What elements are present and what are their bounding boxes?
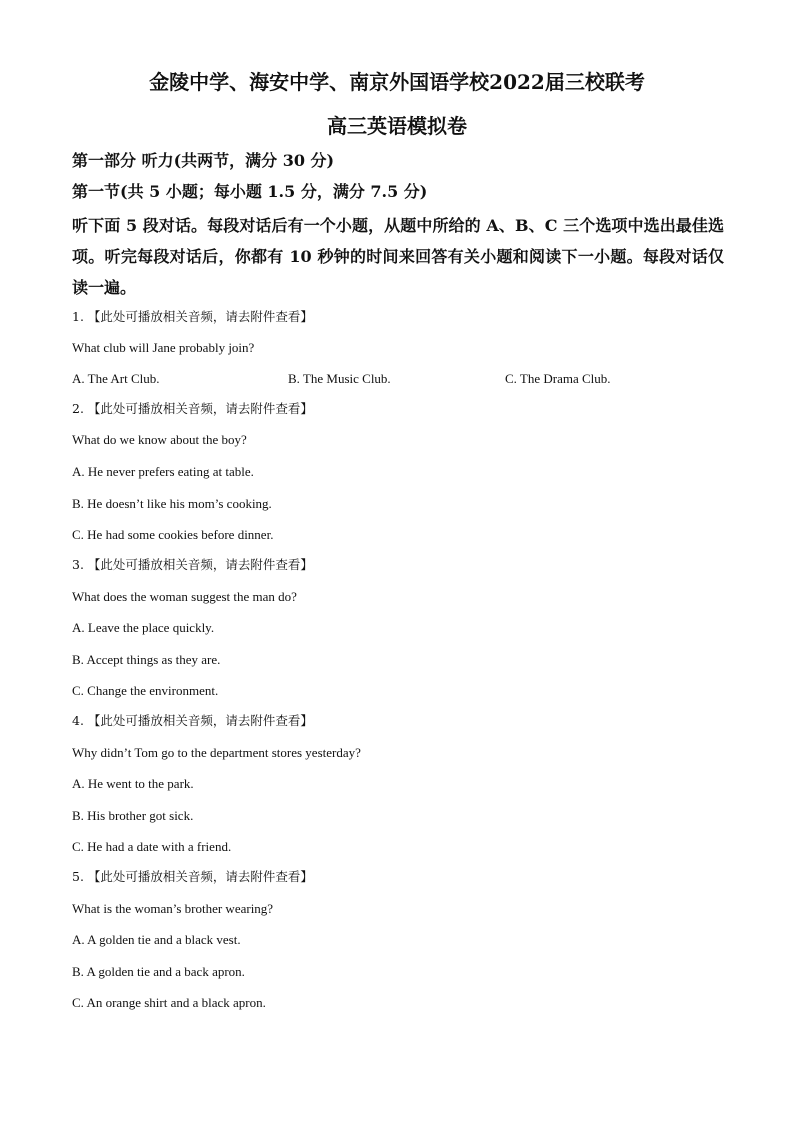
- instructions: 听下面 5 段对话。每段对话后有一个小题，从题中所给的 A、B、C 三个选项中选出最佳选项。听完每段对话后，你都有 10 秒钟的时间来回答有关小题和阅读下一小题。每段对话仅读一遍。: [72, 216, 724, 297]
- question-text-2: What do we know about the boy?: [72, 432, 247, 447]
- question-text-4: Why didn’t Tom go to the department stores yesterday?: [72, 745, 361, 760]
- question-label-2: 2. 【此处可播放相关音频，请去附件查看】: [72, 401, 313, 416]
- option-3a[interactable]: A. Leave the place quickly.: [72, 620, 215, 635]
- section-heading: 第一部分 听力(共两节，满分 30 分): [72, 151, 335, 170]
- option-4b[interactable]: B. His brother got sick.: [72, 808, 194, 823]
- question-label-3: 3. 【此处可播放相关音频，请去附件查看】: [72, 557, 313, 572]
- option-5c[interactable]: C. An orange shirt and a black apron.: [72, 995, 266, 1010]
- option-4a[interactable]: A. He went to the park.: [72, 776, 194, 791]
- option-3c[interactable]: C. Change the environment.: [72, 683, 219, 698]
- option-2a[interactable]: A. He never prefers eating at table.: [72, 464, 254, 479]
- option-1a[interactable]: A. The Art Club.: [72, 371, 160, 386]
- option-3b[interactable]: B. Accept things as they are.: [72, 652, 221, 667]
- question-text-3: What does the woman suggest the man do?: [72, 589, 297, 604]
- question-label-4: 4. 【此处可播放相关音频，请去附件查看】: [72, 713, 313, 728]
- option-2b[interactable]: B. He doesn’t like his mom’s cooking.: [72, 496, 272, 511]
- exam-title: 金陵中学、海安中学、南京外国语学校2022届三校联考: [149, 70, 645, 94]
- option-5b[interactable]: B. A golden tie and a back apron.: [72, 964, 245, 979]
- part-heading: 第一节(共 5 小题；每小题 1.5 分，满分 7.5 分): [72, 182, 428, 201]
- option-5a[interactable]: A. A golden tie and a black vest.: [72, 932, 241, 947]
- question-label-1: 1. 【此处可播放相关音频，请去附件查看】: [72, 309, 313, 324]
- option-row-1: [72, 370, 722, 388]
- option-1c[interactable]: C. The Drama Club.: [505, 371, 611, 386]
- question-text-1: What club will Jane probably join?: [72, 340, 255, 355]
- option-2c[interactable]: C. He had some cookies before dinner.: [72, 527, 274, 542]
- question-label-5: 5. 【此处可播放相关音频，请去附件查看】: [72, 869, 313, 884]
- option-4c[interactable]: C. He had a date with a friend.: [72, 839, 232, 854]
- exam-subtitle: 高三英语模拟卷: [327, 114, 467, 138]
- option-1b[interactable]: B. The Music Club.: [288, 371, 391, 386]
- question-text-5: What is the woman’s brother wearing?: [72, 901, 274, 916]
